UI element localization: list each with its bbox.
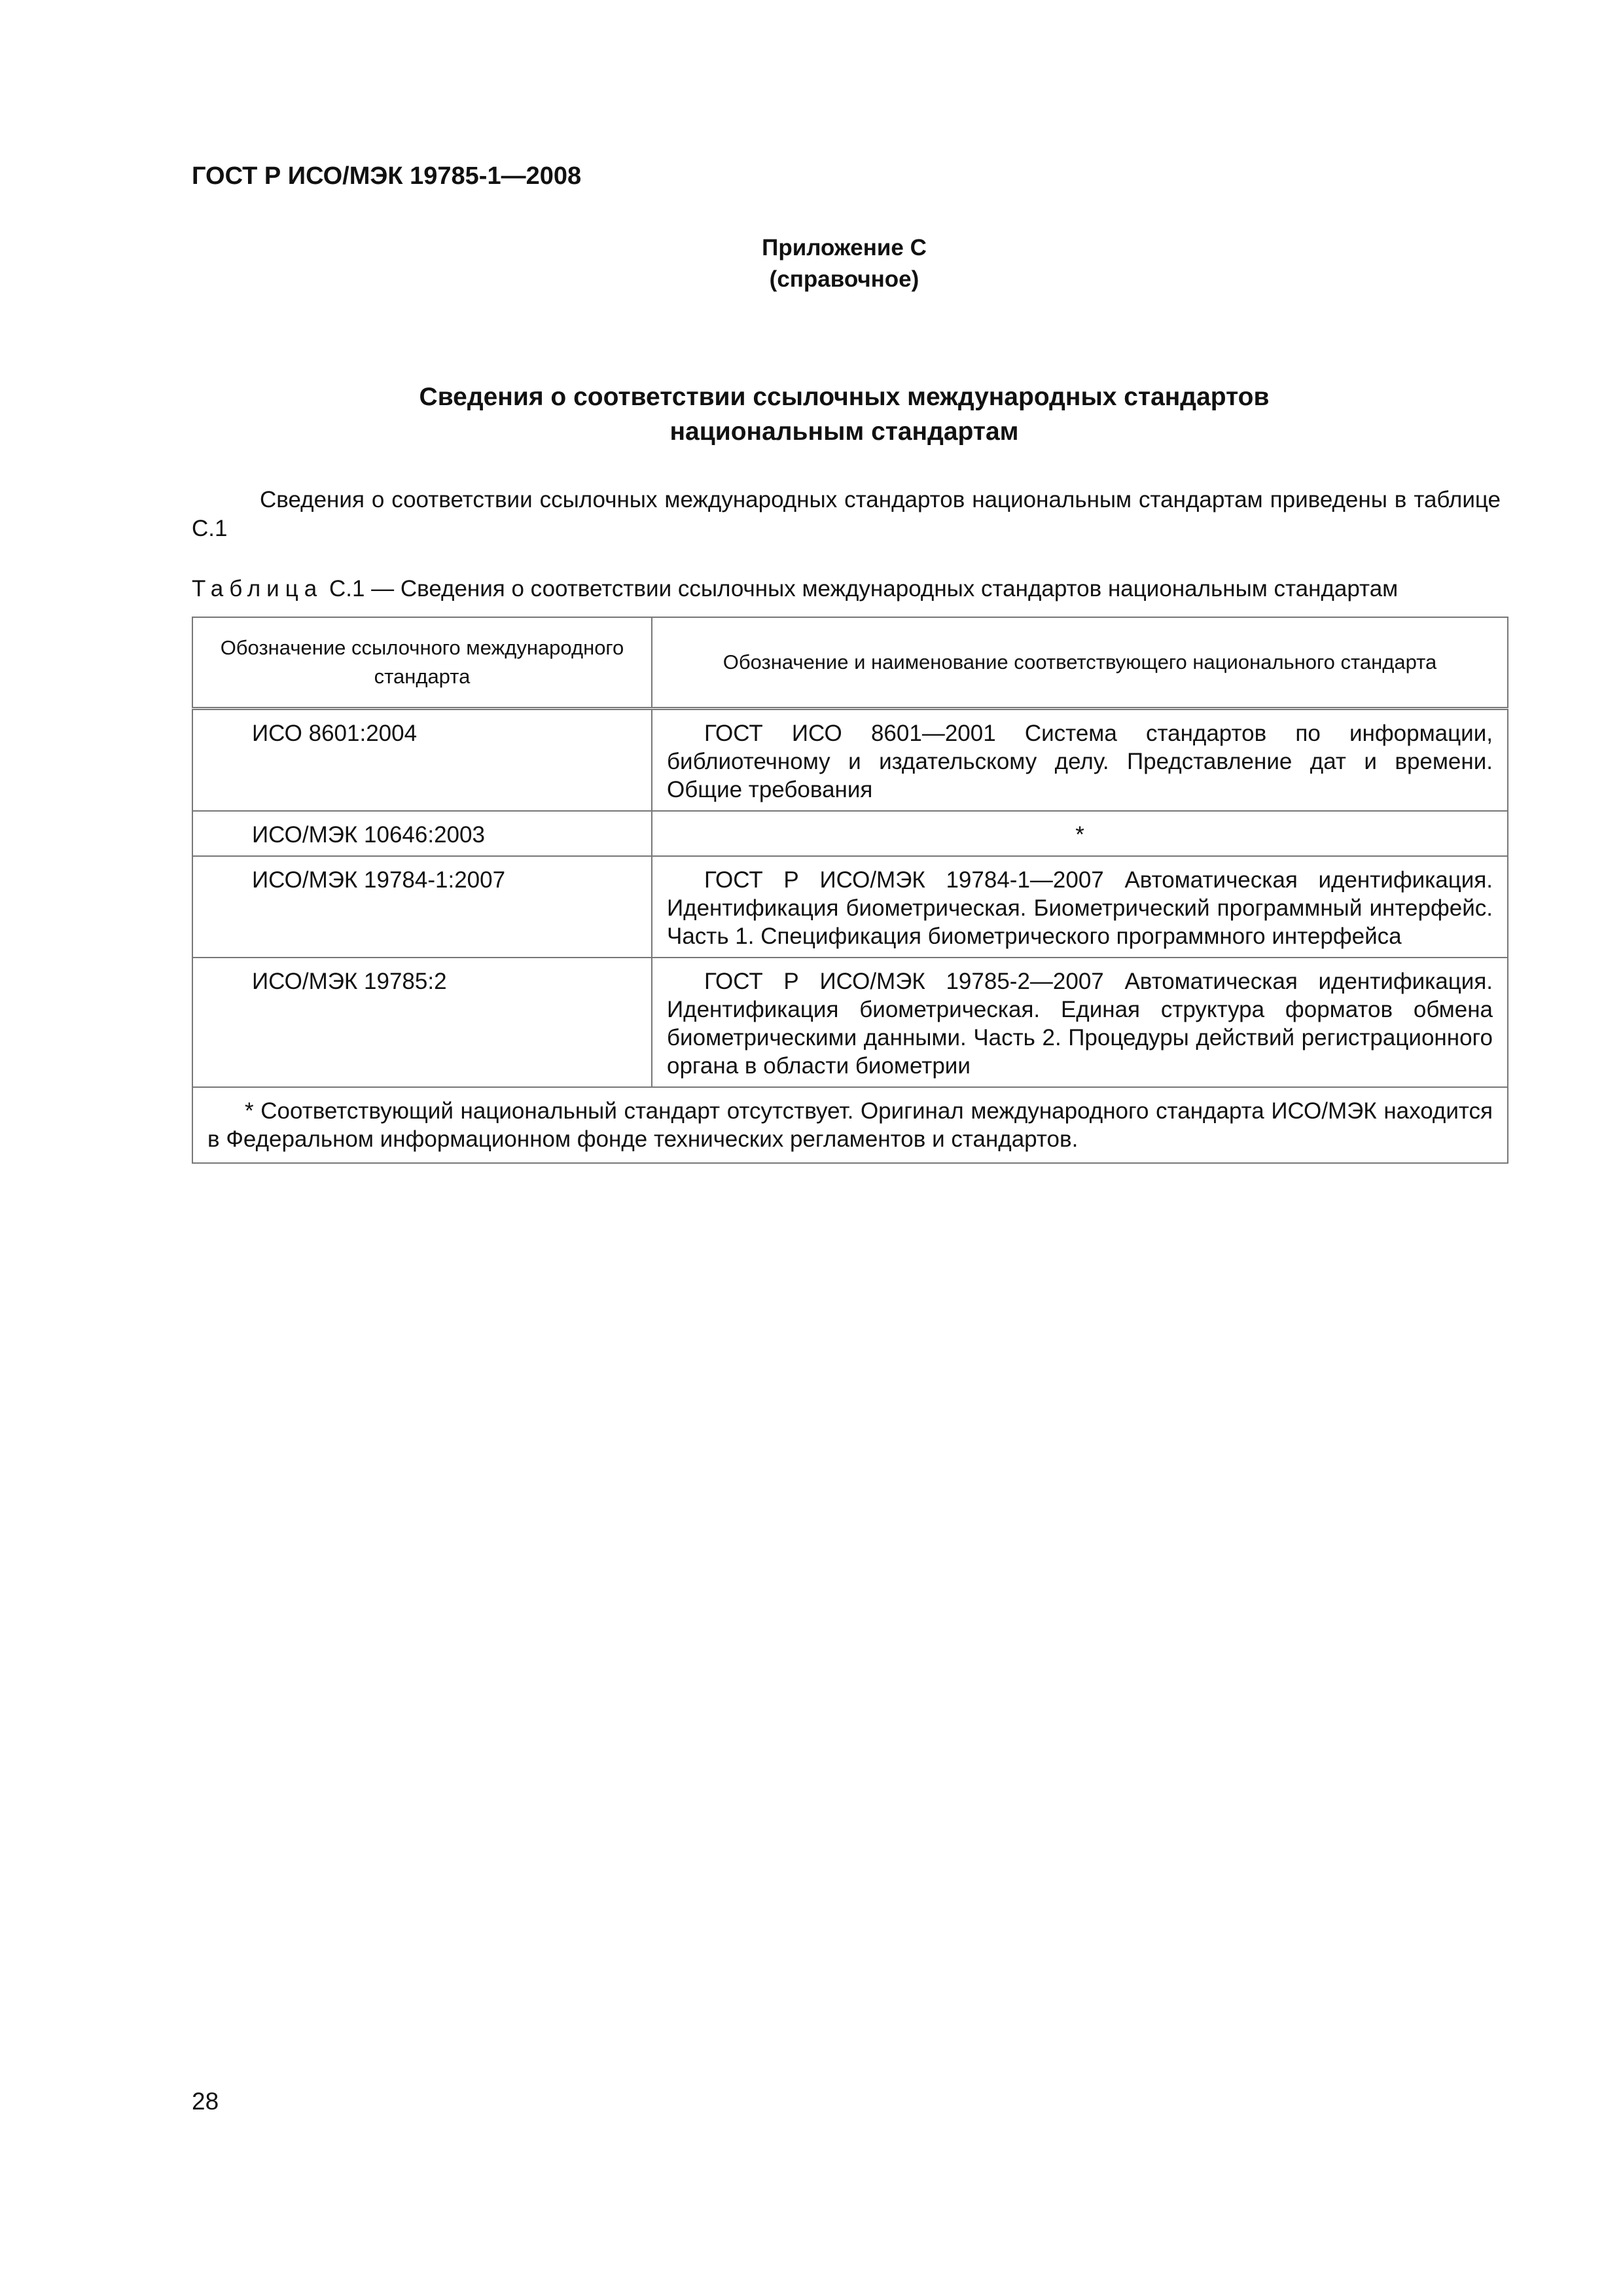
section-title bbox=[0, 380, 1623, 449]
table-row bbox=[192, 856, 1508, 958]
ref-standard-cell: ИСО/МЭК 19785:2 bbox=[192, 958, 652, 1087]
ref-standard-cell: ИСО 8601:2004 bbox=[192, 709, 652, 812]
national-standard-cell: * bbox=[652, 811, 1508, 856]
header-ref-standard: Обозначение ссылочного международного стандарта bbox=[192, 617, 652, 709]
table-row bbox=[192, 958, 1508, 1087]
table-header-row bbox=[192, 617, 1508, 709]
national-standard-text: ГОСТ Р ИСО/МЭК 19785-2—2007 Автоматическая идентификация. Идентификация биометрическая. Единая структура форматов обмена биометрическими данными. Часть 2. Процедуры действий регистрационного органа в области биометрии bbox=[667, 969, 1493, 1079]
ref-standard-cell: ИСО/МЭК 10646:2003 bbox=[192, 811, 652, 856]
table-footnote: * Соответствующий национальный стандарт отсутствует. Оригинал международного стандарта ИСО/МЭК находится в Федеральном информационном фонде технических регламентов и стандартов. bbox=[207, 1098, 1493, 1152]
page-number: 28 bbox=[192, 2088, 219, 2115]
table-caption-word: Таблица bbox=[192, 576, 323, 601]
national-standard-text: ГОСТ ИСО 8601—2001 Система стандартов по информации, библиотечному и издательскому делу. Представление дат и времени. Общие требования bbox=[667, 721, 1493, 802]
ref-standard-cell: ИСО/МЭК 19784-1:2007 bbox=[192, 856, 652, 958]
intro-paragraph: Сведения о соответствии ссылочных международных стандартов национальным стандартам приведены в таблице С.1 bbox=[192, 487, 1501, 541]
document-code-header: ГОСТ Р ИСО/МЭК 19785-1—2008 bbox=[192, 162, 582, 190]
appendix-label: Приложение С bbox=[762, 235, 927, 260]
table-caption-text: С.1 — Сведения о соответствии ссылочных международных стандартов национальным стандартам bbox=[323, 576, 1399, 601]
appendix-heading bbox=[0, 232, 1623, 295]
header-national-standard: Обозначение и наименование соответствующего национального стандарта bbox=[652, 617, 1508, 709]
national-standard-cell bbox=[652, 856, 1508, 958]
section-title-line-1: Сведения о соответствии ссылочных международных стандартов bbox=[419, 383, 1270, 411]
section-title-line-2: национальным стандартам bbox=[669, 418, 1019, 446]
table-footnote-cell bbox=[192, 1087, 1508, 1163]
table-row bbox=[192, 709, 1508, 812]
appendix-type: (справочное) bbox=[769, 266, 919, 292]
table-footnote-row bbox=[192, 1087, 1508, 1163]
table-caption bbox=[192, 575, 1514, 603]
national-standard-cell bbox=[652, 958, 1508, 1087]
table-row bbox=[192, 811, 1508, 856]
correspondence-table bbox=[192, 617, 1508, 1164]
national-standard-text: ГОСТ Р ИСО/МЭК 19784-1—2007 Автоматическая идентификация. Идентификация биометрическая. Биометрический программный интерфейс. Часть 1. Спецификация биометрического программного интерфейса bbox=[667, 867, 1493, 949]
national-standard-cell bbox=[652, 709, 1508, 812]
